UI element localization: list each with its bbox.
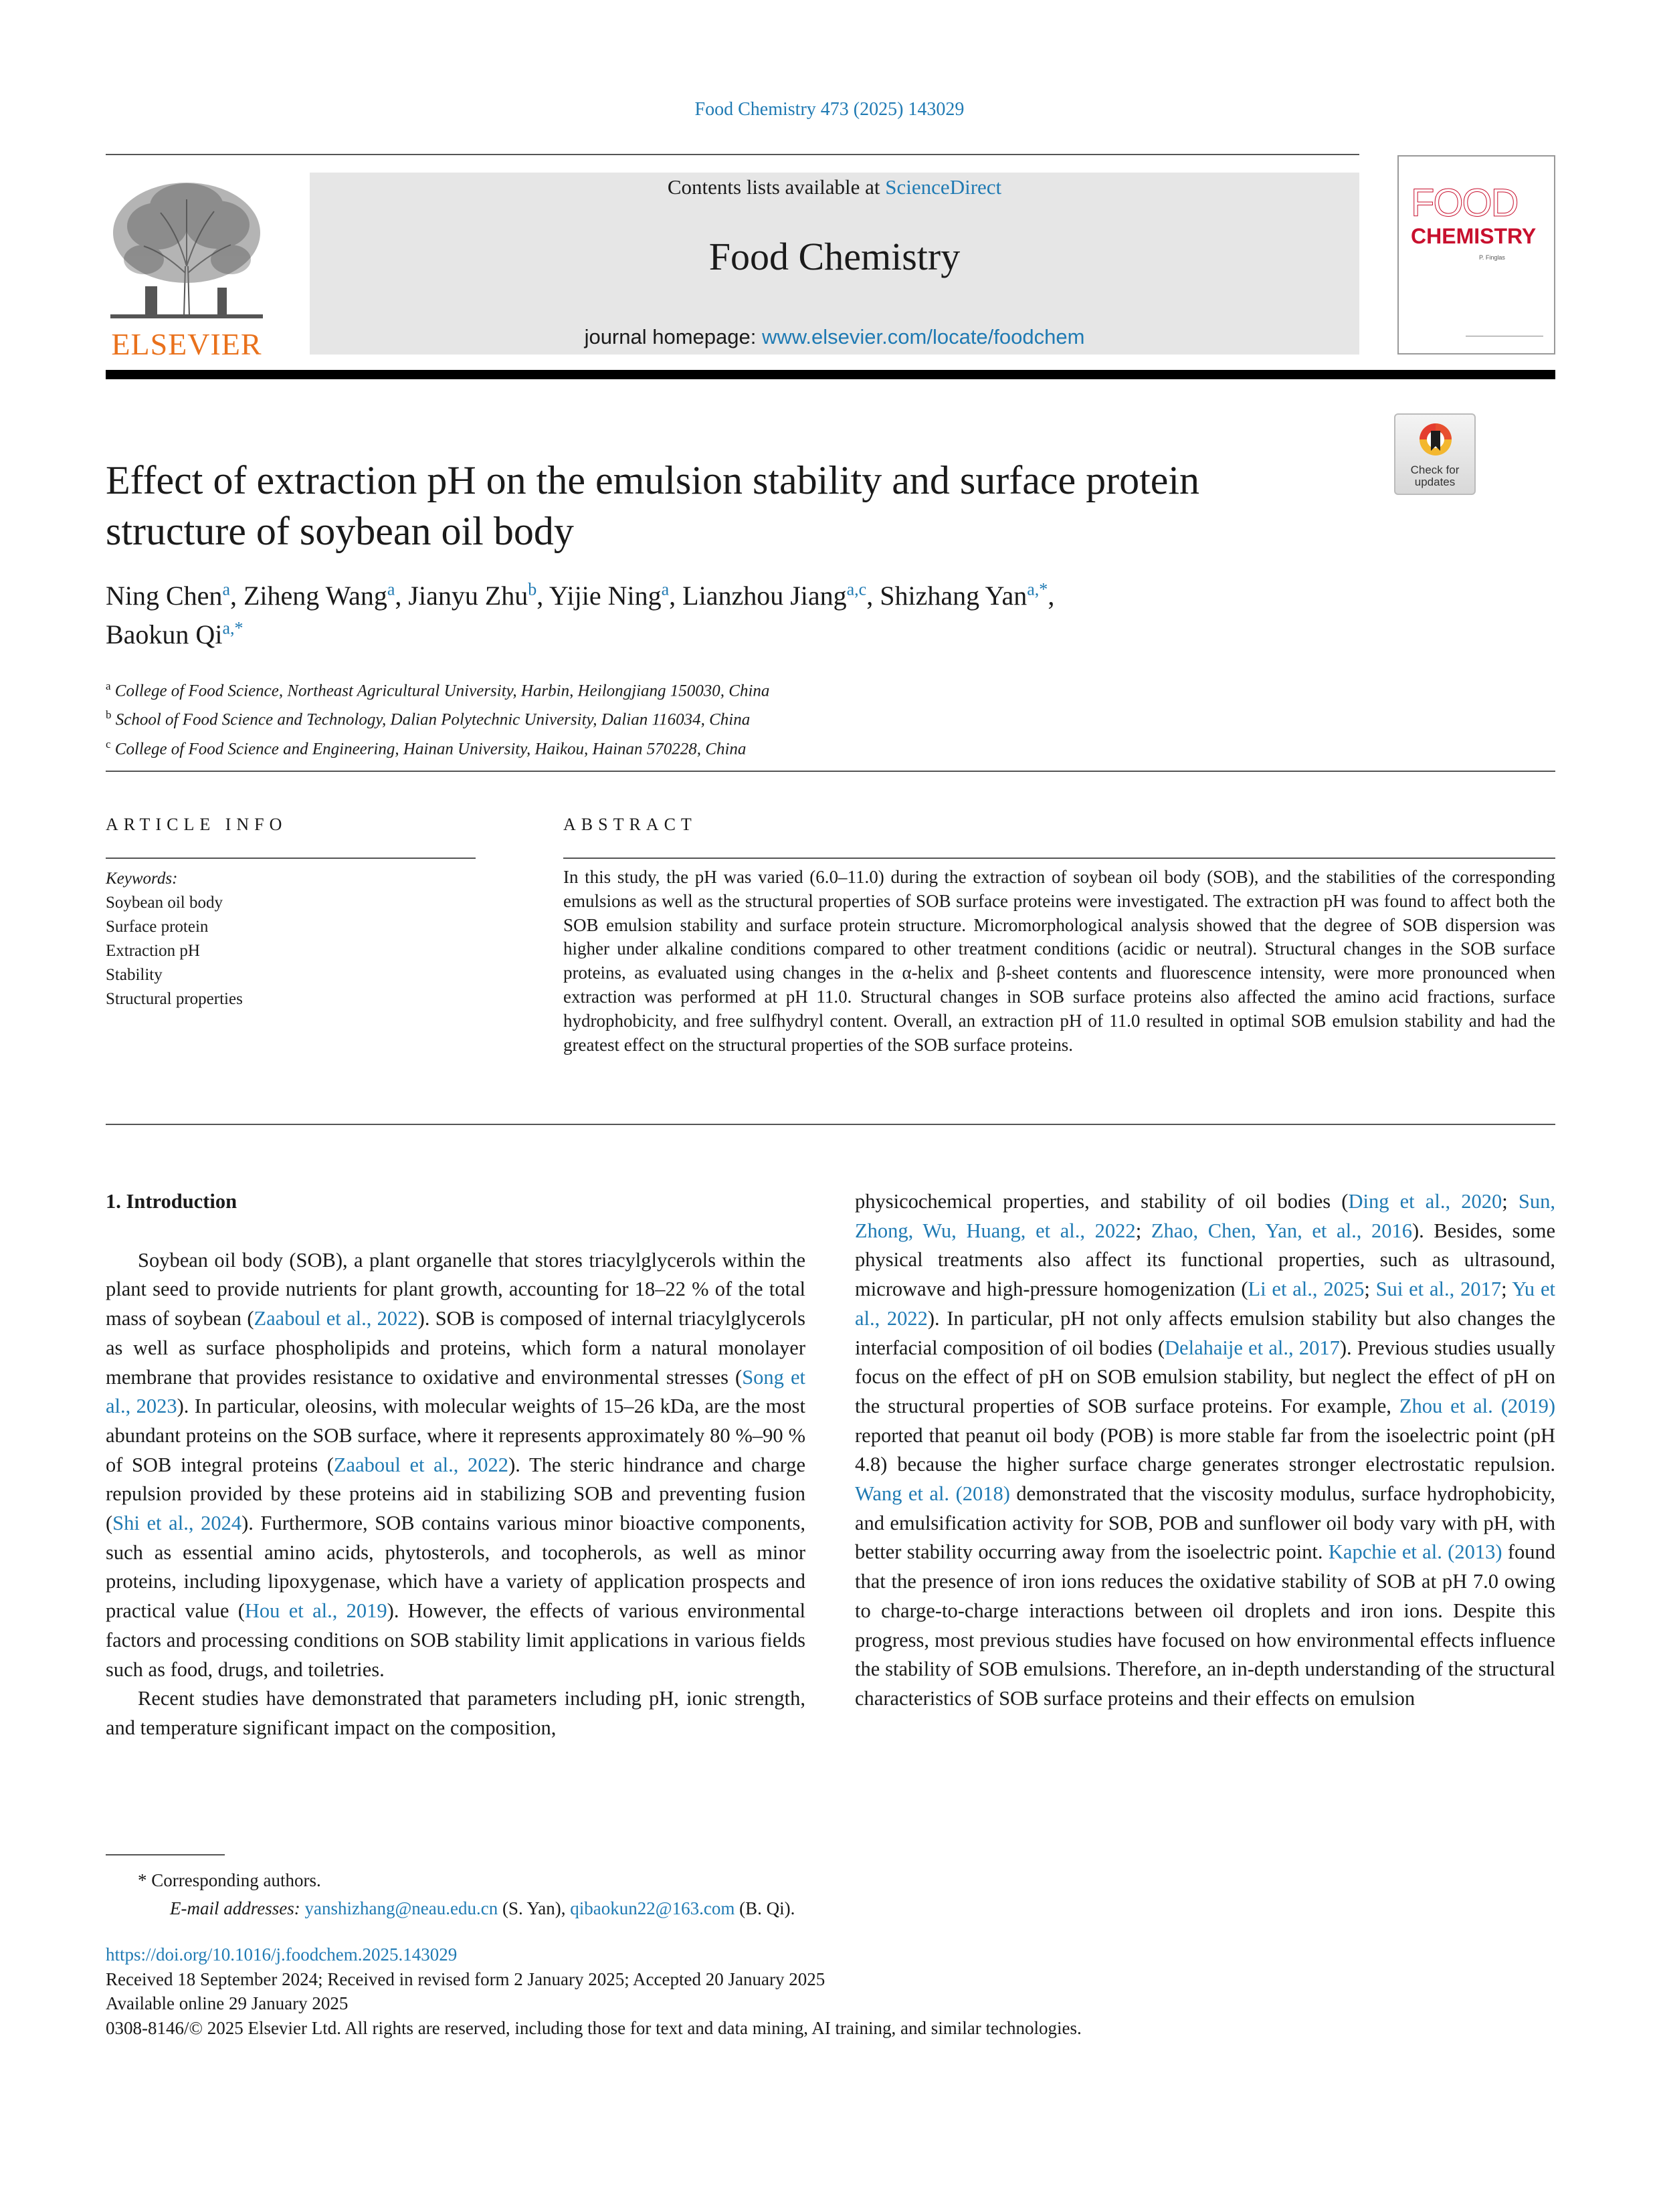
article-history: Received 18 September 2024; Received in revised form 2 January 2025; Accepted 20 January 2025: [106, 1969, 825, 1989]
email-label: E-mail addresses:: [170, 1898, 300, 1918]
paragraph-text: ). SOB is composed of internal triacylglycerols as well as surface phospholipids and proteins, which form a natural monolayer membrane that provides resistance to oxidative and environmental stresses (: [106, 1307, 806, 1389]
header-thick-rule: [106, 370, 1555, 379]
author[interactable]: Yijie Ning: [549, 581, 662, 611]
cover-title-food: FOOD: [1411, 181, 1518, 225]
paragraph-text: found that the presence of iron ions reduces the oxidative stability of SOB at pH 7.0 owing to charge-to-charge interactions between oil droplets and iron ions. Despite this progress, most previous studies have focused on how environmental effects influence the stability of SOB emulsions. Therefore, an in-depth understanding of the structural characteristics of SOB surface proteins and their effects on emulsion: [855, 1540, 1555, 1710]
author[interactable]: Shizhang Yan: [880, 581, 1028, 611]
paragraph: [855, 1187, 1555, 1714]
journal-cover-thumbnail[interactable]: [1397, 155, 1555, 355]
elsevier-wordmark: ELSEVIER: [111, 327, 262, 361]
affiliation: $^c$ College of Food Science and Engineering, Hainan University, Haikou, Hainan 570228, China: [106, 737, 747, 758]
citation-link[interactable]: Ding et al., 2020: [1348, 1190, 1502, 1213]
keywords-block: [106, 867, 480, 1011]
citation-link[interactable]: Wang et al. (2018): [855, 1482, 1010, 1506]
journal-reference-link[interactable]: Food Chemistry 473 (2025) 143029: [694, 99, 965, 120]
author[interactable]: Ziheng Wang: [243, 581, 387, 611]
article-info-rule: [106, 858, 476, 859]
contents-prefix: Contents lists available at: [667, 175, 886, 199]
keywords-label: Keywords:: [106, 870, 178, 888]
author-affiliation-mark[interactable]: a,*: [222, 618, 243, 638]
citation-link[interactable]: Zaaboul et al., 2022: [254, 1307, 418, 1330]
abstract-heading: ABSTRACT: [563, 815, 697, 834]
doi-link[interactable]: https://doi.org/10.1016/j.foodchem.2025.143029: [106, 1944, 458, 1965]
paragraph-text: ). The steric hindrance and charge repulsion provided by these proteins aid in stabilizing SOB and preventing fusion (: [106, 1453, 805, 1535]
keyword: Extraction pH: [106, 942, 200, 960]
paragraph-text: reported that peanut oil body (POB) is more stable far from the isoelectric point (pH 4.8) because the higher surface charge generates stronger electrostatic repulsion.: [855, 1423, 1555, 1476]
email-note: E-mail addresses: yanshizhang@neau.edu.cn (S. Yan), qibaokun22@163.com (B. Qi).: [170, 1898, 795, 1918]
author-affiliation-mark[interactable]: a: [661, 579, 670, 599]
affiliation: $^b$ School of Food Science and Technology, Dalian Polytechnic University, Dalian 116034, China: [106, 708, 751, 729]
paragraph-text: ). Previous studies usually focus on the effect of pH on SOB emulsion stability, but neglect the effect of pH on the structural properties of SOB surface proteins. For example,: [855, 1336, 1555, 1417]
paragraph-text: physicochemical properties, and stability of oil bodies (: [855, 1190, 1349, 1213]
cover-title-chemistry: CHEMISTRY: [1411, 224, 1537, 248]
homepage-prefix: journal homepage:: [584, 325, 762, 348]
cover-editor: P. Finglas: [1479, 254, 1505, 261]
citation-link[interactable]: Li et al., 2025: [1248, 1278, 1365, 1301]
affiliation: $^a$ College of Food Science, Northeast Agricultural University, Harbin, Heilongjiang 150030, China: [106, 680, 770, 700]
paragraph: [106, 1246, 805, 1685]
citation-link[interactable]: Kapchie et al. (2013): [1328, 1540, 1502, 1564]
paragraph-text: ). In particular, pH not only affects emulsion stability but also changes the interfacial composition of oil bodies (: [855, 1306, 1555, 1359]
citation-link[interactable]: Sun, Zhong, Wu, Huang, et al., 2022: [855, 1190, 1555, 1242]
keyword: Soybean oil body: [106, 894, 223, 912]
author[interactable]: Lianzhou Jiang: [682, 581, 847, 611]
author[interactable]: Ning Chen: [106, 581, 223, 611]
paragraph-text: ). In particular, oleosins, with molecular weights of 15–26 kDa, are the most abundant proteins on the SOB surface, where it represents approximately 80 %–90 % of SOB integral proteins (: [106, 1395, 805, 1476]
article-title: Effect of extraction pH on the emulsion stability and surface protein structure of soybean oil body: [106, 458, 1200, 553]
email-link[interactable]: yanshizhang@neau.edu.cn: [304, 1898, 498, 1918]
citation-link[interactable]: Zaaboul et al., 2022: [333, 1453, 509, 1476]
paragraph-text: ;: [1502, 1190, 1519, 1213]
body-column-left: [106, 1187, 805, 1743]
journal-homepage-link[interactable]: www.elsevier.com/locate/foodchem: [761, 325, 1085, 348]
paragraph-text: ). However, the effects of various environmental factors and processing conditions on SOB stability limit applications in various fields such as food, drugs, and toiletries.: [106, 1599, 805, 1681]
publication-info: [106, 1942, 1555, 2040]
author[interactable]: Jianyu Zhu: [408, 581, 528, 611]
paragraph-text: ;: [1135, 1219, 1151, 1242]
citation-link[interactable]: Yu et al., 2022: [855, 1278, 1555, 1330]
keyword: Structural properties: [106, 990, 243, 1008]
paragraph-text: ;: [1501, 1278, 1512, 1301]
body-column-right: [855, 1187, 1555, 1714]
check-for-updates-button[interactable]: [1394, 413, 1476, 495]
corresponding-note: * Corresponding authors.: [138, 1870, 321, 1890]
affiliations: [106, 674, 1510, 761]
citation-link[interactable]: Shi et al., 2024: [112, 1512, 242, 1535]
citation-link[interactable]: Hou et al., 2019: [244, 1599, 387, 1623]
author-affiliation-mark[interactable]: a: [222, 579, 230, 599]
citation-link[interactable]: Song et al., 2023: [106, 1365, 805, 1418]
keyword: Surface protein: [106, 918, 209, 936]
author[interactable]: Baokun Qi: [106, 619, 223, 649]
author-affiliation-mark[interactable]: a,*: [1027, 579, 1048, 599]
abstract-bottom-rule: [106, 1124, 1555, 1125]
paragraph-text: ). Furthermore, SOB contains various minor bioactive components, such as essential amino acids, phytosterols, and tocopherols, as well as minor proteins, including lipoxygenase, which have a variety of application prospects and practical value (: [106, 1512, 805, 1623]
header-rule: [106, 154, 1359, 155]
section-heading: 1. Introduction: [106, 1190, 237, 1213]
citation-link[interactable]: Delahaije et al., 2017: [1165, 1336, 1340, 1359]
email-link[interactable]: qibaokun22@163.com: [570, 1898, 735, 1918]
abstract-rule: [563, 858, 1555, 859]
paragraph-text: Recent studies have demonstrated that parameters including pH, ionic strength, and temperature significant impact on the composition,: [106, 1687, 805, 1739]
journal-title: Food Chemistry: [708, 235, 961, 278]
citation-link[interactable]: Sui et al., 2017: [1375, 1278, 1502, 1301]
citation-link[interactable]: Zhao, Chen, Yan, et al., 2016: [1151, 1219, 1412, 1242]
footnote-rule: [106, 1854, 225, 1855]
copyright-line: 0308-8146/© 2025 Elsevier Ltd. All rights are reserved, including those for text and data mining, AI training, and similar technologies.: [106, 2017, 1082, 2038]
check-for-updates-label: Check for updates: [1410, 464, 1460, 488]
paragraph-text: ;: [1364, 1278, 1376, 1301]
sciencedirect-link[interactable]: ScienceDirect: [885, 175, 1002, 199]
footnotes: [106, 1866, 1510, 1922]
affiliation-rule: [106, 771, 1555, 772]
abstract-text: In this study, the pH was varied (6.0–11.0) during the extraction of soybean oil body (SOB), and the stabilities of the corresponding emulsions as well as the structural properties of SOB surface proteins were investigated. The extraction pH was found to affect both the SOB emulsion stability and surface protein structure. Micromorphological analysis showed that the degree of SOB dispersion was higher under alkaline conditions compared to other treatment conditions (acidic or neutral). Structural changes in the SOB surface proteins, as evaluated using changes in the α-helix and β-sheet contents and fluorescence intensity, were more pronounced when extraction was performed at pH 11.0. Structural changes in SOB surface proteins also affected the amino acid fractions, surface hydrophobicity, and free sulfhydryl content. Overall, an extraction pH of 11.0 resulted in optimal SOB emulsion stability and had the greatest effect on the structural properties of the SOB surface proteins.: [563, 867, 1555, 1055]
paragraph: [106, 1684, 805, 1742]
paragraph-text: Soybean oil body (SOB), a plant organelle that stores triacylglycerols within the plant seed to provide nutrients for plant growth, accounting for 18–22 % of the total mass of soybean (: [106, 1248, 805, 1330]
citation-link[interactable]: Zhou et al. (2019): [1399, 1394, 1556, 1417]
author-list: Ning Chen$^a$, Ziheng Wang$^a$, Jianyu Zhu$^b$, Yijie Ning$^a$, Lianzhou Jiang$^{a,c}$, Shizhang Yan$^{a,*}$, Baokun $Qi^{a,*}$: [106, 579, 1055, 649]
paragraph-text: ). Besides, some physical treatments also affect its functional properties, such as ultrasound, microwave and high-pressure homogenization (: [855, 1219, 1555, 1301]
paragraph-text: demonstrated that the viscosity modulus, surface hydrophobicity, and emulsification activity for SOB, POB and sunflower oil body vary with pH, with better stability occurring away from the isoelectric point.: [855, 1482, 1555, 1564]
author-affiliation-mark[interactable]: a: [387, 579, 395, 599]
bookmark-icon: [1418, 421, 1454, 462]
available-online: Available online 29 January 2025: [106, 1993, 349, 2013]
journal-homepage-line: [310, 325, 1359, 349]
author-affiliation-mark[interactable]: a,c: [846, 579, 867, 599]
contents-available-line: [310, 173, 1359, 199]
author-affiliation-mark[interactable]: b: [528, 579, 537, 599]
keyword: Stability: [106, 966, 163, 984]
article-info-heading: ARTICLE INFO: [106, 815, 288, 834]
